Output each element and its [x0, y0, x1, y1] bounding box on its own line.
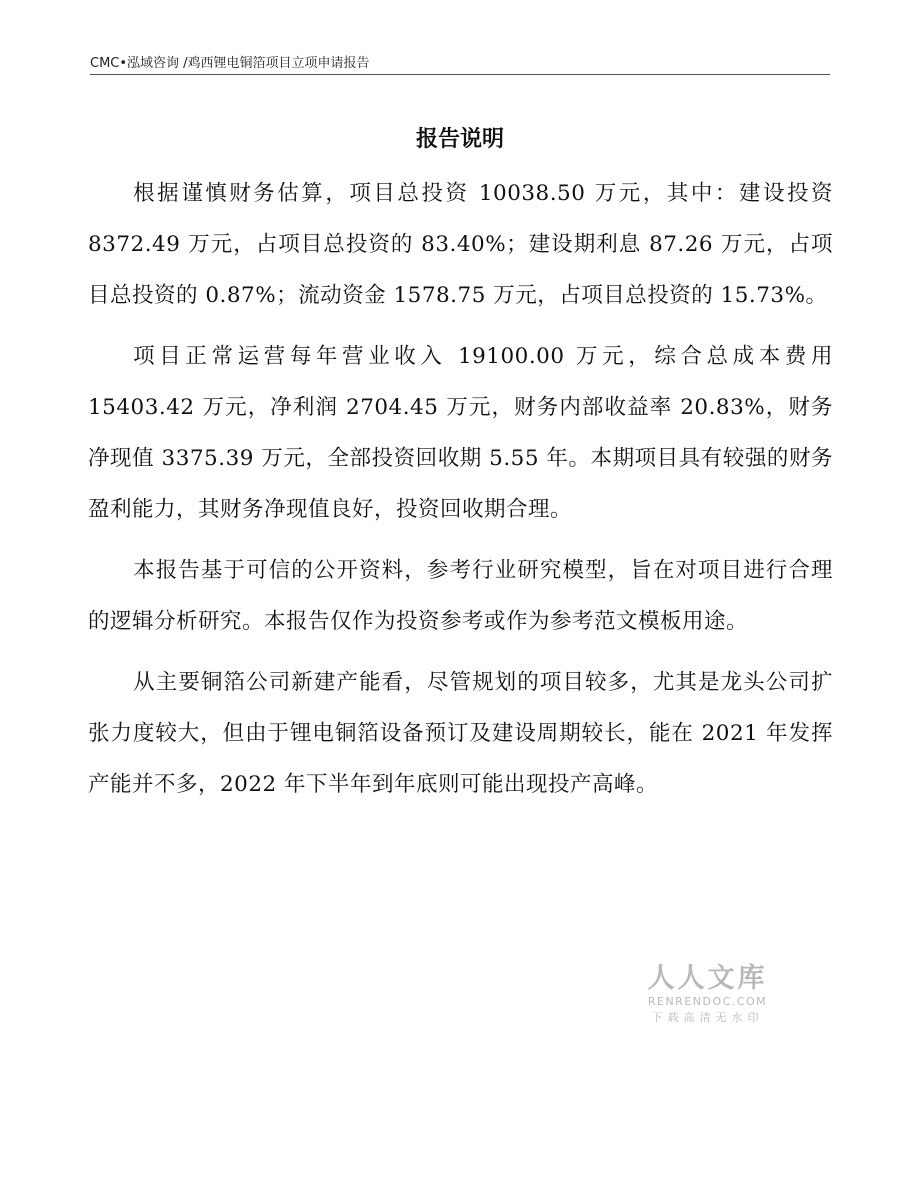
watermark: [640, 956, 775, 1025]
paragraph-disclaimer: 本报告基于可信的公开资料，参考行业研究模型，旨在对项目进行合理的逻辑分析研究。本报告仅作为投资参考或作为参考范文模板用途。: [88, 558, 833, 634]
header-divider: [90, 74, 830, 75]
paragraph-financials: 项目正常运营每年营业收入 19100.00 万元，综合总成本费用 15403.42 万元，净利润 2704.45 万元，财务内部收益率 20.83%，财务净现值 3375.39 万元，全部投资回收期 5.55 年。本期项目具有较强的财务盈利能力，其财务净现值良好，投资回收期合理。: [88, 344, 833, 522]
watermark-title: 人人文库: [647, 963, 768, 994]
watermark-site: RENRENDOC.COM: [647, 995, 768, 1008]
page-title: 报告说明: [415, 127, 504, 152]
watermark-subtitle: 下载高清无水印: [651, 1011, 764, 1024]
report-body: [88, 168, 833, 820]
paragraph-capacity: 从主要铜箔公司新建产能看，尽管规划的项目较多，尤其是龙头公司扩张力度较大，但由于锂电铜箔设备预订及建设周期较长，能在 2021 年发挥产能并不多，2022 年下半年到年底则可能出现投产高峰。: [88, 670, 833, 797]
paragraph-investment: 根据谨慎财务估算，项目总投资 10038.50 万元，其中：建设投资 8372.49 万元，占项目总投资的 83.40%；建设期利息 87.26 万元，占项目总投资的 0.87%；流动资金 1578.75 万元，占项目总投资的 15.73%。: [88, 181, 833, 308]
running-header: CMC•泓域咨询 /鸡西锂电铜箔项目立项申请报告: [90, 56, 370, 71]
